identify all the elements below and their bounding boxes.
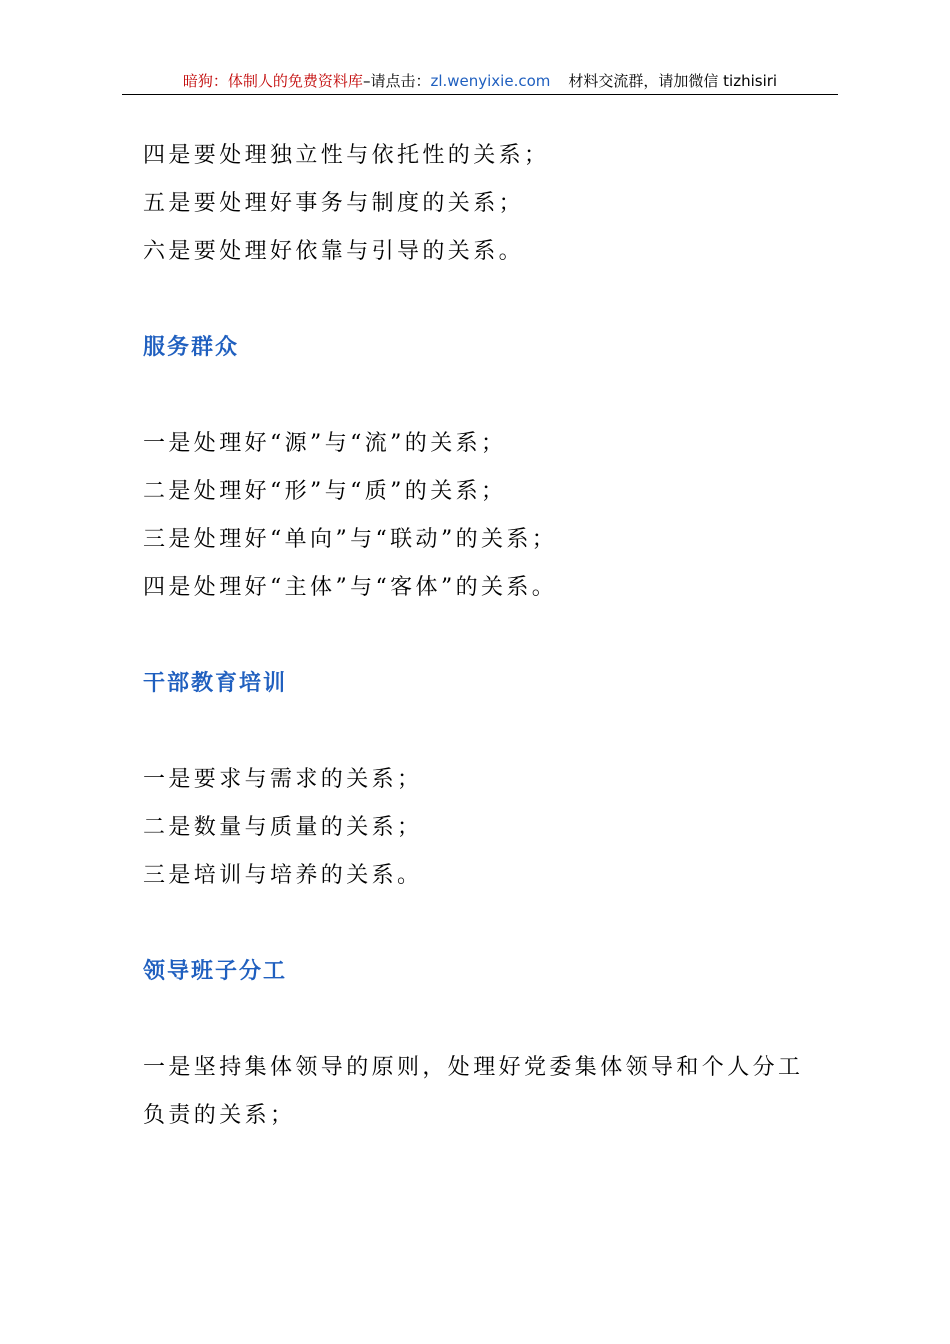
section-heading-serve-masses: 服务群众 (143, 335, 240, 360)
list-item: 二是处理好“形”与“质”的关系； (143, 479, 507, 504)
list-item: 三是处理好“单向”与“联动”的关系； (143, 527, 558, 552)
section-heading-leadership-division: 领导班子分工 (143, 959, 288, 984)
section-heading-cadre-training: 干部教育培训 (143, 671, 288, 696)
list-item: 一是处理好“源”与“流”的关系； (143, 431, 507, 456)
list-item: 四是处理好“主体”与“客体”的关系。 (143, 575, 558, 600)
header-wechat-note: 材料交流群，请加微信 tizhisiri (568, 72, 778, 90)
list-item: 二是数量与质量的关系； (143, 815, 423, 840)
list-item: 一是要求与需求的关系； (143, 767, 423, 792)
header-link[interactable]: zl.wenyixie.com (430, 72, 551, 90)
header-site-name: 暗狗：体制人的免费资料库 (182, 72, 363, 90)
list-item: 一是坚持集体领导的原则，处理好党委集体领导和个人分工负责的关系； (143, 1055, 804, 1128)
document-body (143, 132, 823, 1140)
header-click-prompt: –请点击： (362, 72, 431, 90)
intro-line: 五是要处理好事务与制度的关系； (143, 191, 525, 216)
list-item: 三是培训与培养的关系。 (143, 863, 423, 888)
intro-line: 六是要处理好依靠与引导的关系。 (143, 239, 525, 264)
page-header (122, 68, 838, 95)
intro-line: 四是要处理独立性与依托性的关系； (143, 143, 550, 168)
